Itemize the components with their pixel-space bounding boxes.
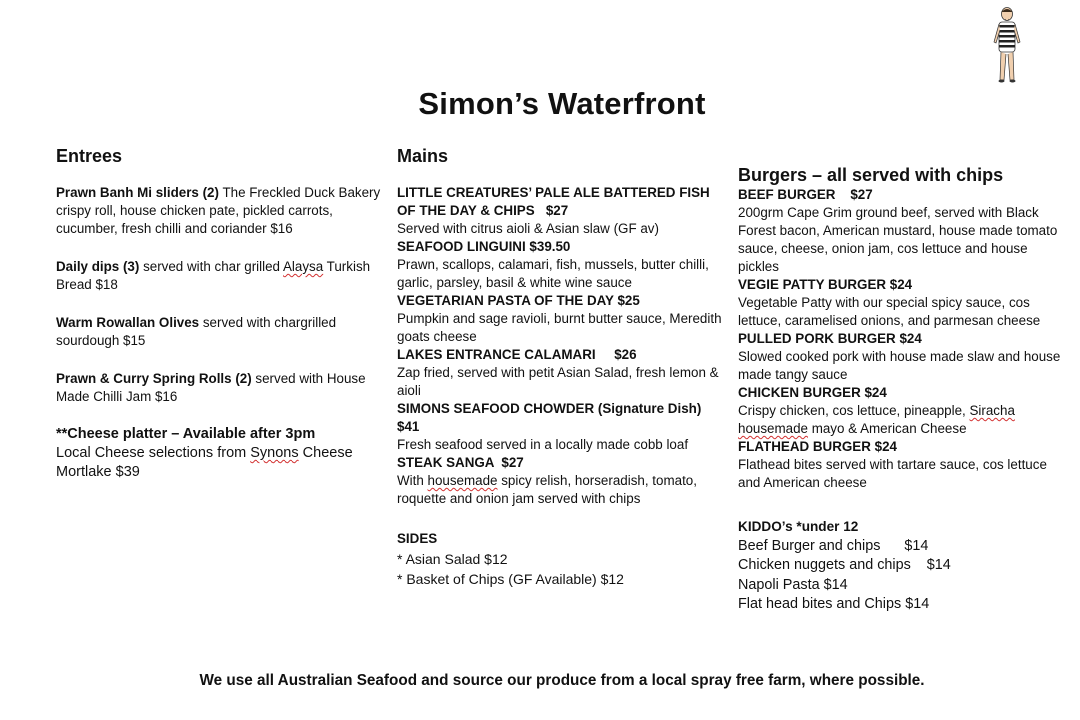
main-desc-text: spicy relish, horseradish, tomato, roquette and onion jam served with chips — [397, 473, 697, 506]
entree-item-banh-mi — [56, 184, 381, 238]
mains-heading: Mains — [397, 146, 449, 166]
cheese-desc-text: Cheese Mortlake $39 — [56, 445, 353, 480]
entree-desc: Turkish Bread $18 — [56, 259, 371, 292]
entree-item-daily-dips — [56, 258, 381, 294]
entrees-section — [56, 145, 381, 482]
burger-desc-text: mayo & American Cheese — [807, 421, 967, 436]
entree-desc: The Freckled Duck Bakery crispy roll, house chicken pate, pickled carrots, cucumber, fresh chilli and coriander $16 — [56, 185, 381, 236]
main-name: SEAFOOD LINGUINI $39.50 — [397, 239, 571, 254]
entree-name: Warm Rowallan Olives — [56, 315, 200, 330]
burgers-section — [738, 164, 1068, 615]
sourcing-footer: We use all Australian Seafood and source our produce from a local spray free farm, where possible. — [199, 672, 925, 689]
kiddo-item: Chicken nuggets and chips $14 — [738, 557, 951, 574]
burger-desc-text: Crispy chicken, cos lettuce, pineapple, — [738, 403, 970, 418]
side-item: * Basket of Chips (GF Available) $12 — [397, 571, 624, 587]
kiddo-item: Beef Burger and chips $14 — [738, 537, 929, 554]
entree-name: Daily dips (3) — [56, 259, 140, 274]
burger-desc: Flathead bites served with tartare sauce, cos lettuce and American cheese — [738, 457, 1047, 490]
spellcheck-word: Synons — [250, 445, 299, 461]
entree-name: Prawn Banh Mi sliders (2) — [56, 185, 219, 200]
burger-desc: 200grm Cape Grim ground beef, served with Black Forest bacon, American mustard, house made tomato sauce, cheese, onion jam, cos lettuce and house pickles — [738, 205, 1058, 274]
spellcheck-word: Alaysa — [283, 259, 324, 274]
main-name: STEAK SANGA $27 — [397, 455, 524, 470]
entree-item-olives — [56, 314, 381, 350]
entree-desc: served with char grilled — [139, 259, 283, 274]
side-item: * Asian Salad $12 — [397, 551, 508, 567]
burger-name: FLATHEAD BURGER $24 — [738, 439, 897, 454]
main-desc: Prawn, scallops, calamari, fish, mussels, butter chilli, garlic, parsley, basil & white wine sauce — [397, 257, 709, 290]
burger-name: VEGIE PATTY BURGER $24 — [738, 277, 913, 292]
main-name: SIMONS SEAFOOD CHOWDER (Signature Dish) $41 — [397, 401, 702, 434]
striped-swimsuit-figure-icon — [985, 4, 1029, 86]
cheese-platter-desc — [56, 444, 381, 482]
cheese-platter-title: **Cheese platter – Available after 3pm — [56, 426, 316, 442]
main-desc — [397, 472, 727, 508]
main-desc-text: With — [397, 473, 428, 488]
main-name: LITTLE CREATURES’ PALE ALE BATTERED FISH OF THE DAY & CHIPS $27 — [397, 185, 714, 218]
burgers-heading: Burgers – all served with chips — [738, 165, 1004, 185]
burger-name: PULLED PORK BURGER $24 — [738, 331, 922, 346]
main-desc: Zap fried, served with petit Asian Salad, fresh lemon & aioli — [397, 365, 719, 398]
sides-section — [397, 529, 727, 589]
spellcheck-word: housemade — [738, 421, 808, 436]
main-name: LAKES ENTRANCE CALAMARI $26 — [397, 347, 637, 362]
burger-name: BEEF BURGER $27 — [738, 187, 873, 202]
entree-desc: served with chargrilled sourdough $15 — [56, 315, 337, 348]
restaurant-title: Simon’s Waterfront — [418, 86, 706, 121]
sides-heading: SIDES — [397, 531, 438, 546]
spellcheck-word: Siracha — [969, 403, 1015, 418]
kiddo-section — [738, 517, 1068, 615]
kiddo-item: Napoli Pasta $14 — [738, 576, 848, 593]
spellcheck-word: housemade — [427, 473, 498, 488]
main-desc: Pumpkin and sage ravioli, burnt butter sauce, Meredith goats cheese — [397, 311, 722, 344]
burger-name: CHICKEN BURGER $24 — [738, 385, 887, 400]
swimsuit-figure-logo — [985, 4, 1029, 86]
entree-name: Prawn & Curry Spring Rolls (2) — [56, 371, 252, 386]
burger-desc: Slowed cooked pork with house made slaw and house made tangy sauce — [738, 349, 1061, 382]
cheese-desc-text: Local Cheese selections from — [56, 445, 251, 461]
main-name: VEGETARIAN PASTA OF THE DAY $25 — [397, 293, 640, 308]
entree-item-spring-rolls — [56, 370, 381, 406]
entree-desc: served with House Made Chilli Jam $16 — [56, 371, 366, 404]
kiddo-item: Flat head bites and Chips $14 — [738, 596, 930, 613]
entrees-heading: Entrees — [56, 146, 123, 166]
burger-desc: Vegetable Patty with our special spicy sauce, cos lettuce, caramelised onions, and parmesan cheese — [738, 295, 1041, 328]
mains-section — [397, 145, 727, 589]
burger-desc — [738, 402, 1068, 438]
kiddo-heading: KIDDO’s *under 12 — [738, 519, 859, 534]
main-desc: Fresh seafood served in a locally made cobb loaf — [397, 437, 689, 452]
main-desc: Served with citrus aioli & Asian slaw (GF av) — [397, 221, 659, 236]
